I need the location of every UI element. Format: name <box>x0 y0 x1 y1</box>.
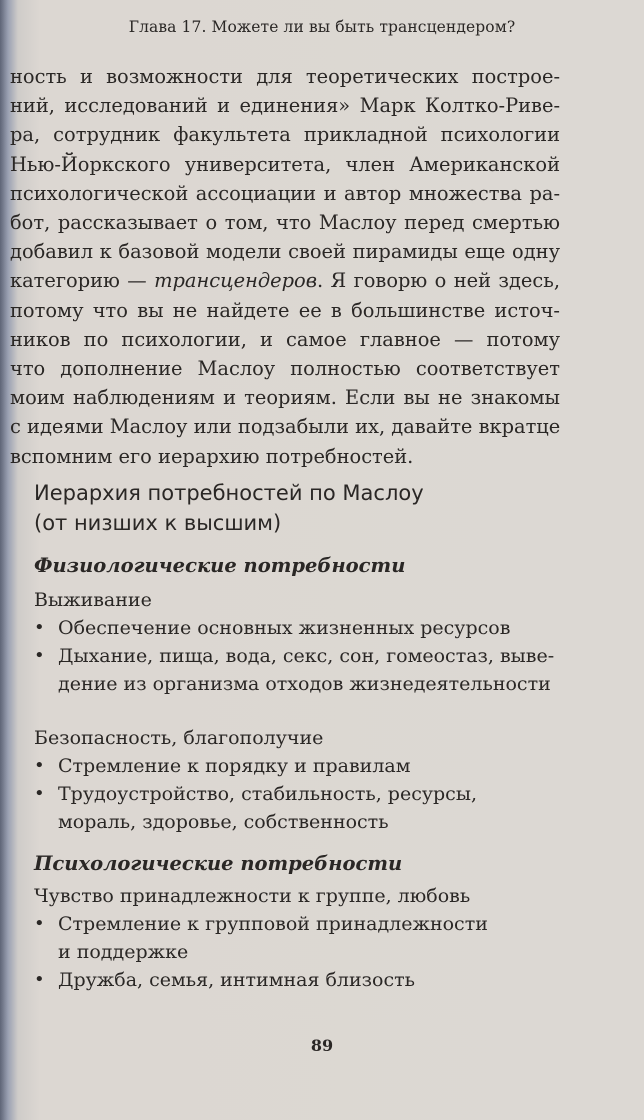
list-item-text: Дружба, семья, интимная близость <box>58 969 415 991</box>
text-line: ность и возможности для теоретических построе- <box>10 65 560 88</box>
text-fragment: . Я говорю о ней здесь, <box>317 269 560 293</box>
text-line: психологической ассоциации и автор множества ра- <box>10 181 560 205</box>
list-item-text: Стремление к порядку и правилам <box>58 755 411 777</box>
list-item-text <box>58 910 564 966</box>
bullet-icon: • <box>34 617 45 638</box>
list-item <box>34 910 564 966</box>
list-item <box>34 966 564 994</box>
bullet-icon: • <box>34 645 45 666</box>
emphasis-term: трансцендеров <box>154 269 317 293</box>
text-line: вспомним его иерархию потребностей. <box>10 444 414 468</box>
section-heading-line: (от низших к высшим) <box>34 511 282 535</box>
list-item <box>34 642 564 698</box>
text-line: потому что вы не найдете ее в большинстве источ- <box>10 298 560 322</box>
text-line <box>10 266 560 295</box>
section-heading-line: Иерархия потребностей по Маслоу <box>34 481 424 505</box>
text-line: бот, рассказывает о том, что Маслоу перед смертью <box>10 211 560 235</box>
text-line: что дополнение Маслоу полностью соответствует <box>10 357 560 381</box>
page-number: 89 <box>310 1036 334 1055</box>
list-item-text <box>58 642 564 698</box>
list-item-line: мораль, здоровье, собственность <box>58 811 389 833</box>
list-item-line: Трудоустройство, стабильность, ресурсы, <box>58 783 477 805</box>
text-line: ний, исследований и единения» Марк Колтко-Риве- <box>10 94 560 118</box>
bullet-icon: • <box>34 969 45 990</box>
category-physiological <box>34 552 564 836</box>
text-line: ра, сотрудник факультета прикладной психологии <box>10 123 560 147</box>
list-item <box>34 614 564 642</box>
text-line: Нью-Йоркского университета, член Американской <box>10 152 560 176</box>
subheading: Выживание <box>34 589 152 611</box>
section-heading <box>34 478 554 538</box>
category-title: Физиологические потребности <box>34 554 406 577</box>
bullet-icon: • <box>34 783 45 804</box>
bullet-icon: • <box>34 755 45 776</box>
text-line: добавил к базовой модели своей пирамиды еще одну <box>10 240 560 264</box>
list-item-text: Обеспечение основных жизненных ресурсов <box>58 617 511 639</box>
list-item-line: Стремление к групповой принадлежности <box>58 913 488 935</box>
text-line: ников по психологии, и самое главное — потому <box>10 327 560 351</box>
list-item <box>34 780 564 836</box>
subheading: Чувство принадлежности к группе, любовь <box>34 885 471 907</box>
list-item-line: дение из организма отходов жизнедеятельности <box>58 673 551 695</box>
list-item <box>34 752 564 780</box>
category-title: Психологические потребности <box>34 852 403 875</box>
list-item-text <box>58 780 564 836</box>
bullet-icon: • <box>34 913 45 934</box>
running-head: Глава 17. Можете ли вы быть трансцендером? <box>128 18 516 36</box>
list-item-line: Дыхание, пища, вода, секс, сон, гомеостаз, выве- <box>58 645 555 667</box>
text-line: с идеями Маслоу или подзабыли их, давайте вкратце <box>10 415 561 439</box>
text-fragment: категорию — <box>10 269 155 293</box>
category-psychological <box>34 850 564 994</box>
text-line: моим наблюдениям и теориям. Если вы не знакомы <box>10 386 560 410</box>
subheading: Безопасность, благополучие <box>34 727 324 749</box>
list-item-line: и поддержке <box>58 941 189 963</box>
body-paragraph <box>10 62 560 471</box>
